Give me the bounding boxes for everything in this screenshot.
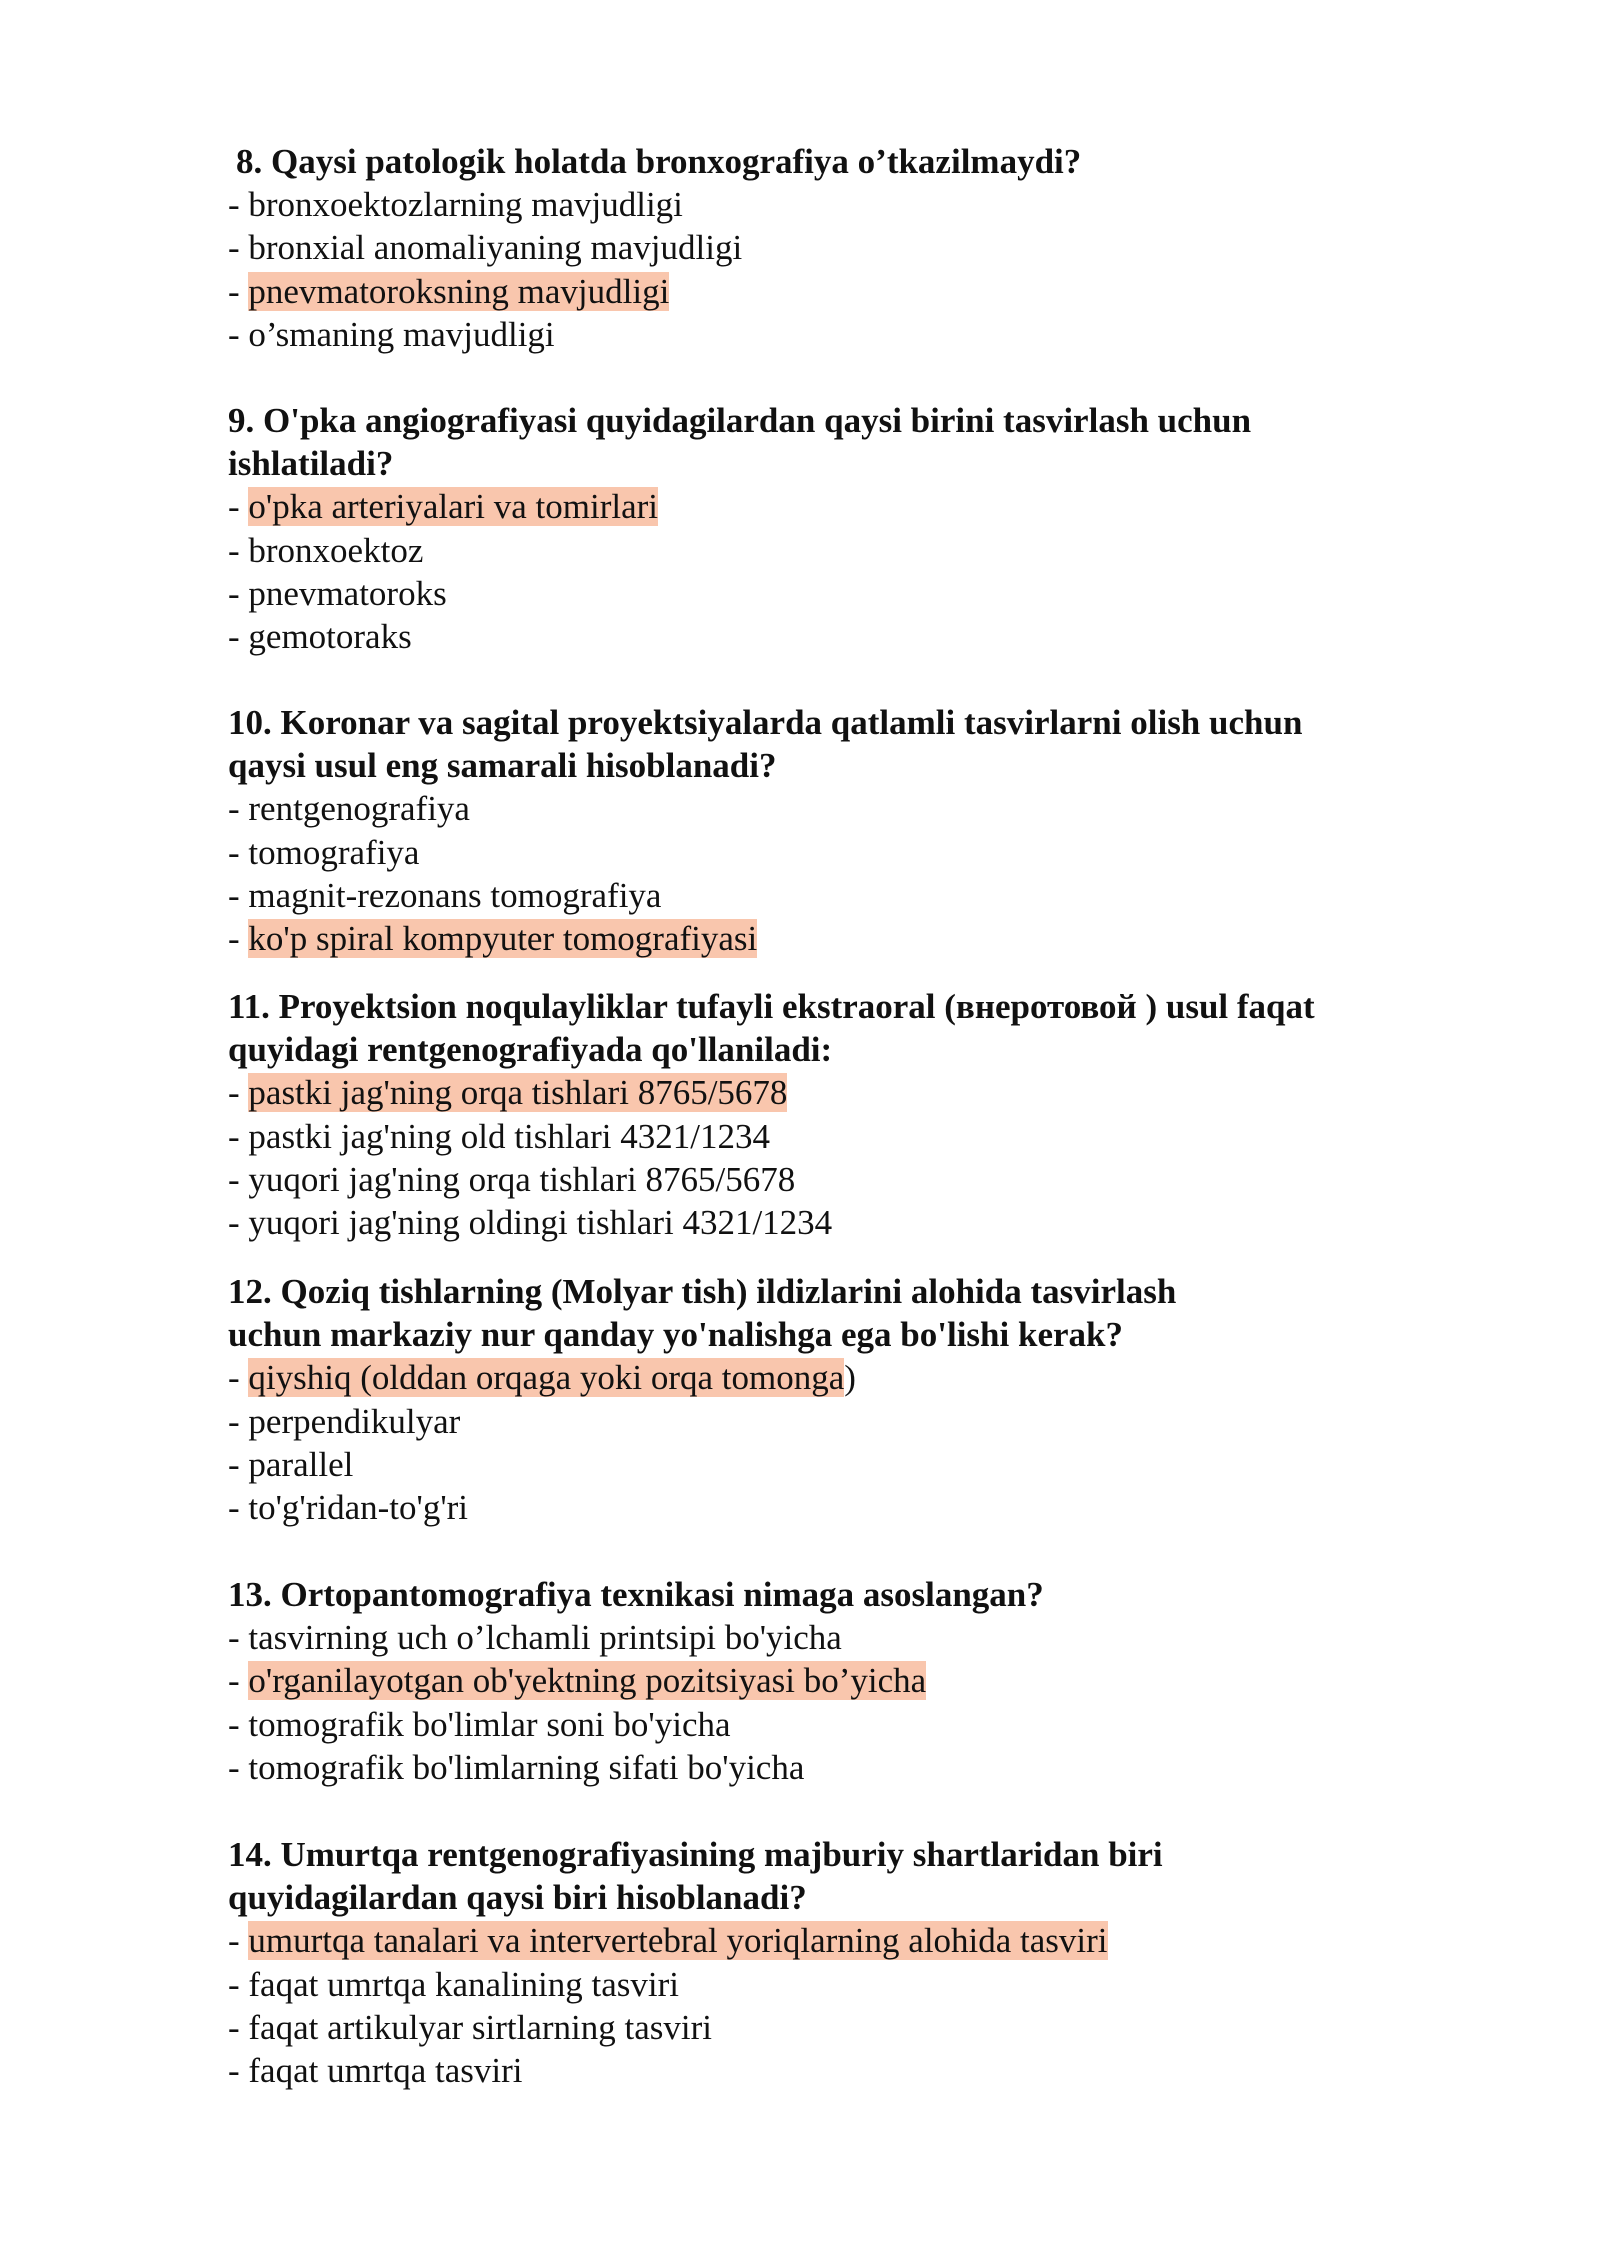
- option-text: pnevmatoroks: [248, 573, 447, 613]
- option-text: pastki jag'ning old tishlari 4321/1234: [248, 1116, 770, 1156]
- highlighted-option-text: pastki jag'ning orqa tishlari 8765/5678: [248, 1073, 788, 1113]
- question-title-line: ishlatiladi?: [228, 444, 394, 484]
- option-dash: -: [228, 1159, 249, 1199]
- answer-option: [228, 1703, 1448, 1746]
- question-10: [228, 701, 1448, 960]
- option-text: tasvirning uch o’lchamli printsipi bo'yicha: [248, 1618, 842, 1658]
- option-text: tomografik bo'limlar soni bo'yicha: [248, 1704, 731, 1744]
- question-title: [228, 399, 1448, 485]
- answer-option: [228, 2006, 1448, 2049]
- option-dash: -: [228, 314, 249, 354]
- option-text: tomografik bo'limlarning sifati bo'yicha: [248, 1747, 805, 1787]
- option-dash: -: [228, 919, 249, 959]
- answer-option: [228, 874, 1448, 917]
- answer-option: [228, 1443, 1448, 1486]
- option-dash: -: [228, 1444, 249, 1484]
- question-title: [228, 701, 1448, 787]
- answer-option: [228, 2049, 1448, 2092]
- answer-option: [228, 1115, 1448, 1158]
- answer-option: [228, 1400, 1448, 1443]
- question-title-line: 10. Koronar va sagital proyektsiyalarda qatlamli tasvirlarni olish uchun: [228, 703, 1303, 742]
- question-title: [228, 1833, 1448, 1919]
- option-text: bronxoektoz: [248, 530, 424, 570]
- answer-option: [228, 529, 1448, 572]
- answer-option-correct: [228, 917, 1448, 960]
- answer-option: [228, 226, 1448, 269]
- option-dash: -: [228, 617, 249, 657]
- option-text: yuqori jag'ning oldingi tishlari 4321/1234: [248, 1203, 833, 1243]
- option-text: tomografiya: [248, 832, 420, 872]
- answer-option: [228, 572, 1448, 615]
- option-text: yuqori jag'ning orqa tishlari 8765/5678: [248, 1159, 796, 1199]
- option-dash: -: [228, 1116, 249, 1156]
- option-text: bronxial anomaliyaning mavjudligi: [248, 228, 743, 268]
- option-dash: -: [228, 185, 249, 225]
- question-title-line: quyidagilardan qaysi biri hisoblanadi?: [228, 1878, 807, 1918]
- answer-option: [228, 183, 1448, 226]
- question-title-line: 11. Proyektsion noqulayliklar tufayli ekstraoral (внеротовой ) usul faqat: [228, 987, 1315, 1026]
- answer-option-correct: [228, 1919, 1448, 1962]
- option-text: magnit-rezonans tomografiya: [248, 875, 662, 915]
- option-text: gemotoraks: [248, 617, 412, 657]
- question-9: [228, 399, 1448, 658]
- option-dash: -: [228, 487, 249, 527]
- answer-option: [228, 615, 1448, 658]
- answer-option: [228, 1963, 1448, 2006]
- option-text: bronxoektozlarning mavjudligi: [248, 185, 683, 225]
- option-dash: -: [228, 228, 249, 268]
- option-dash: -: [228, 832, 249, 872]
- option-dash: -: [228, 573, 249, 613]
- option-dash: -: [228, 1358, 249, 1398]
- option-dash: -: [228, 1964, 249, 2004]
- option-text: rentgenografiya: [248, 789, 470, 829]
- answer-option: [228, 313, 1448, 356]
- option-dash: -: [228, 1401, 249, 1441]
- answer-option-correct: [228, 1356, 1448, 1399]
- option-text: faqat umrtqa tasviri: [248, 2051, 523, 2091]
- option-text: o’smaning mavjudligi: [248, 314, 555, 354]
- question-title: [228, 1270, 1448, 1356]
- question-title: 13. Ortopantomografiya texnikasi nimaga asoslangan?: [228, 1575, 1044, 1614]
- option-text: faqat artikulyar sirtlarning tasviri: [248, 2007, 713, 2047]
- option-dash: -: [228, 875, 249, 915]
- answer-option-correct: [228, 1659, 1448, 1702]
- answer-option: [228, 1201, 1448, 1244]
- answer-option-correct: [228, 1071, 1448, 1114]
- answer-option-correct: [228, 270, 1448, 313]
- question-title-line: 14. Umurtqa rentgenografiyasining majburiy shartlaridan biri: [228, 1835, 1163, 1874]
- option-dash: -: [228, 1203, 249, 1243]
- answer-option-correct: [228, 485, 1448, 528]
- question-13: [228, 1573, 1448, 1789]
- question-title-line: qaysi usul eng samarali hisoblanadi?: [228, 746, 777, 786]
- option-dash: -: [228, 789, 249, 829]
- option-dash: -: [228, 530, 249, 570]
- highlighted-option-text: umurtqa tanalari va intervertebral yoriqlarning alohida tasviri: [248, 1921, 1108, 1961]
- highlighted-option-text: ko'p spiral kompyuter tomografiyasi: [248, 919, 758, 959]
- question-title: [228, 985, 1448, 1071]
- question-8: [228, 140, 1448, 356]
- option-dash: -: [228, 1488, 249, 1528]
- option-dash: -: [228, 1073, 249, 1113]
- highlighted-option-text: o'rganilayotgan ob'yektning pozitsiyasi bo’yicha: [248, 1661, 927, 1701]
- option-text: to'g'ridan-to'g'ri: [248, 1488, 469, 1528]
- answer-option: [228, 1158, 1448, 1201]
- question-title-line: uchun markaziy nur qanday yo'nalishga ega bo'lishi kerak?: [228, 1315, 1123, 1355]
- option-dash: -: [228, 1704, 249, 1744]
- option-text: perpendikulyar: [248, 1401, 461, 1441]
- highlighted-option-text: qiyshiq (olddan orqaga yoki orqa tomonga: [248, 1358, 845, 1398]
- question-title: 8. Qaysi patologik holatda bronxografiya o’tkazilmaydi?: [236, 142, 1082, 181]
- highlighted-option-text: pnevmatoroksning mavjudligi: [248, 271, 670, 311]
- answer-option: [228, 831, 1448, 874]
- option-text: faqat umrtqa kanalining tasviri: [248, 1964, 679, 2004]
- option-text: parallel: [248, 1444, 354, 1484]
- option-suffix: ): [844, 1358, 856, 1398]
- question-title-line: quyidagi rentgenografiyada qo'llaniladi:: [228, 1030, 833, 1070]
- option-dash: -: [228, 1921, 249, 1961]
- highlighted-option-text: o'pka arteriyalari va tomirlari: [248, 487, 658, 527]
- option-dash: -: [228, 1747, 249, 1787]
- question-title-line: 9. O'pka angiografiyasi quyidagilardan qaysi birini tasvirlash uchun: [228, 401, 1252, 440]
- question-11: [228, 985, 1448, 1244]
- answer-option: [228, 787, 1448, 830]
- question-title-line: 12. Qoziq tishlarning (Molyar tish) ildizlarini alohida tasvirlash: [228, 1272, 1177, 1311]
- answer-option: [228, 1746, 1448, 1789]
- question-12: [228, 1270, 1448, 1529]
- option-dash: -: [228, 2051, 249, 2091]
- option-dash: -: [228, 1661, 249, 1701]
- option-dash: -: [228, 271, 249, 311]
- answer-option: [228, 1486, 1448, 1529]
- answer-option: [228, 1616, 1448, 1659]
- option-dash: -: [228, 1618, 249, 1658]
- question-14: [228, 1833, 1448, 2092]
- option-dash: -: [228, 2007, 249, 2047]
